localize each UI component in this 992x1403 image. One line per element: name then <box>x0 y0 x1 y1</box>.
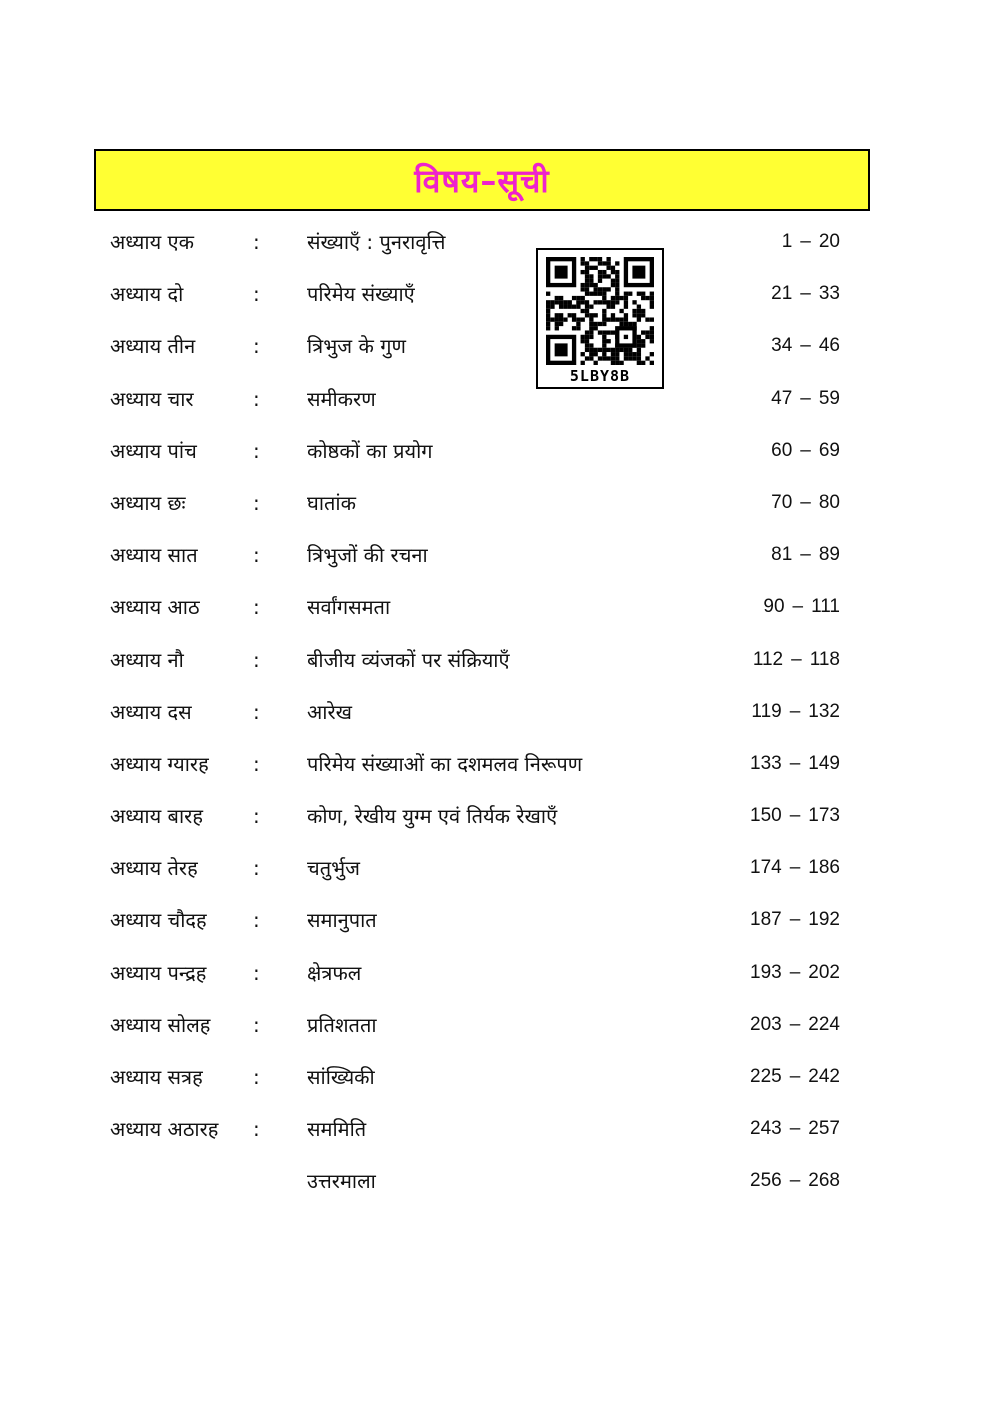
chapter-topic: घातांक <box>307 490 356 515</box>
toc-row <box>110 1109 840 1161</box>
chapter-label: अध्याय सात <box>110 543 198 568</box>
page-start: 187 <box>750 909 782 931</box>
chapter-label: अध्याय दो <box>110 282 184 307</box>
page-start: 174 <box>750 857 782 879</box>
page-range <box>750 1109 840 1149</box>
toc-row <box>110 692 840 744</box>
chapter-topic: परिमेय संख्याएँ <box>307 282 415 307</box>
range-dash: – <box>789 961 801 983</box>
range-dash: – <box>800 335 811 357</box>
toc-row <box>110 587 840 639</box>
page-range <box>750 796 840 836</box>
page-end: 46 <box>818 335 840 357</box>
range-dash: – <box>789 1066 801 1087</box>
chapter-label: अध्याय पन्द्रह <box>110 960 207 985</box>
separator: : <box>253 751 260 776</box>
range-dash: – <box>800 544 811 566</box>
page-range <box>750 848 840 888</box>
separator: : <box>253 282 260 307</box>
page-range <box>771 326 840 366</box>
range-dash: – <box>789 1118 801 1140</box>
chapter-topic: संख्याएँ : पुनरावृत्ति <box>307 230 446 254</box>
page-end: 257 <box>808 1118 840 1140</box>
page-range <box>751 692 840 732</box>
separator: : <box>253 1012 260 1037</box>
separator: : <box>253 1065 260 1089</box>
range-dash: – <box>789 909 801 931</box>
page-start: 112 <box>752 648 784 670</box>
page-end: 224 <box>808 1013 840 1035</box>
toc-row <box>110 1057 840 1109</box>
separator: : <box>253 1117 260 1142</box>
chapter-topic: सममिति <box>307 1117 367 1142</box>
page-start: 133 <box>750 752 782 774</box>
page-start: 34 <box>771 335 793 357</box>
toc-row <box>110 1161 840 1213</box>
range-dash: – <box>800 231 811 252</box>
toc-row <box>110 640 840 692</box>
page-range <box>750 1057 840 1097</box>
page-end: 33 <box>818 283 840 305</box>
chapter-topic: कोण, रेखीय युग्म एवं तिर्यक रेखाएँ <box>307 804 558 829</box>
page-start: 81 <box>771 544 793 566</box>
page-range <box>771 379 840 419</box>
page-range <box>771 274 840 314</box>
page-range <box>750 900 840 940</box>
page-start: 193 <box>750 961 782 983</box>
page-end: 89 <box>818 544 840 566</box>
table-of-contents <box>110 222 840 1214</box>
chapter-topic: उत्तरमाला <box>307 1169 376 1194</box>
range-dash: – <box>792 596 804 618</box>
page-range <box>771 431 840 471</box>
chapter-label: अध्याय चौदह <box>110 908 207 933</box>
chapter-label: अध्याय तेरह <box>110 856 198 881</box>
toc-row <box>110 326 840 378</box>
page-end: 149 <box>808 752 840 774</box>
page-end: 202 <box>808 961 840 983</box>
page-end: 80 <box>818 491 840 513</box>
toc-row <box>110 848 840 900</box>
toc-row <box>110 900 840 952</box>
chapter-topic: आरेख <box>307 699 352 724</box>
toc-row <box>110 535 840 587</box>
chapter-topic: परिमेय संख्याओं का दशमलव निरूपण <box>307 751 583 776</box>
chapter-label: अध्याय नौ <box>110 647 184 672</box>
separator: : <box>253 699 260 724</box>
chapter-topic: प्रतिशतता <box>307 1012 377 1037</box>
range-dash: – <box>789 700 801 722</box>
page-end: 173 <box>808 805 840 827</box>
page-start: 47 <box>771 387 793 409</box>
chapter-label: अध्याय दस <box>110 699 192 724</box>
chapter-topic: कोष्ठकों का प्रयोग <box>307 438 433 463</box>
chapter-label: अध्याय एक <box>110 230 194 254</box>
toc-row <box>110 431 840 483</box>
range-dash: – <box>800 283 811 305</box>
chapter-label: अध्याय अठारह <box>110 1117 219 1142</box>
chapter-topic: त्रिभुज के गुण <box>307 334 406 359</box>
page-end: 69 <box>818 439 840 461</box>
page-end: 20 <box>818 231 840 252</box>
range-dash: – <box>791 648 802 670</box>
separator: : <box>253 804 260 829</box>
range-dash: – <box>800 439 811 461</box>
page-start: 150 <box>750 805 782 827</box>
separator: : <box>253 960 260 985</box>
separator: : <box>253 856 260 881</box>
page-range <box>750 953 840 993</box>
range-dash: – <box>789 857 801 879</box>
chapter-topic: चतुर्भुज <box>307 856 360 881</box>
chapter-label: अध्याय चार <box>110 386 194 411</box>
page-title: विषय–सूची <box>414 161 550 200</box>
qr-code-icon <box>546 257 654 365</box>
chapter-label: अध्याय आठ <box>110 595 200 620</box>
separator: : <box>253 543 260 568</box>
separator: : <box>253 647 260 672</box>
page-start: 256 <box>750 1170 782 1192</box>
page-start: 203 <box>750 1013 782 1035</box>
separator: : <box>253 334 260 359</box>
page-start: 225 <box>750 1066 782 1087</box>
chapter-topic: समीकरण <box>307 386 376 411</box>
page-start: 1 <box>781 231 793 252</box>
page-range <box>771 483 840 523</box>
chapter-topic: त्रिभुजों की रचना <box>307 543 428 568</box>
page-start: 119 <box>751 700 782 722</box>
toc-row <box>110 1005 840 1057</box>
toc-row <box>110 379 840 431</box>
separator: : <box>253 438 260 463</box>
range-dash: – <box>789 1170 801 1192</box>
page-range <box>750 744 840 784</box>
range-dash: – <box>800 491 811 513</box>
chapter-label: अध्याय छः <box>110 490 186 515</box>
chapter-label: अध्याय सत्रह <box>110 1065 203 1089</box>
toc-row <box>110 796 840 848</box>
page-start: 90 <box>763 596 785 618</box>
chapter-label: अध्याय तीन <box>110 334 196 359</box>
page-start: 70 <box>771 491 793 513</box>
toc-row <box>110 222 840 274</box>
page-end: 268 <box>808 1170 840 1192</box>
chapter-topic: क्षेत्रफल <box>307 960 362 985</box>
chapter-topic: सर्वांगसमता <box>307 595 391 620</box>
chapter-topic: बीजीय व्यंजकों पर संक्रियाएँ <box>307 647 510 672</box>
page-end: 111 <box>811 596 840 618</box>
chapter-label: अध्याय पांच <box>110 438 197 463</box>
page-start: 21 <box>771 283 793 305</box>
separator: : <box>253 595 260 620</box>
page-end: 118 <box>809 648 840 670</box>
toc-row <box>110 274 840 326</box>
page-end: 132 <box>808 700 840 722</box>
page-range <box>753 640 840 680</box>
page-range <box>782 222 840 262</box>
title-banner <box>94 149 870 211</box>
page-end: 186 <box>808 857 840 879</box>
separator: : <box>253 490 260 515</box>
separator: : <box>253 386 260 411</box>
page-end: 242 <box>808 1066 840 1087</box>
range-dash: – <box>789 805 801 827</box>
page-end: 192 <box>808 909 840 931</box>
qr-code-label: 5LBY8B <box>569 367 631 385</box>
chapter-topic: समानुपात <box>307 908 377 933</box>
page-start: 60 <box>771 439 793 461</box>
chapter-label: अध्याय सोलह <box>110 1012 211 1037</box>
qr-code <box>536 248 664 389</box>
page-range <box>771 535 840 575</box>
chapter-label: अध्याय बारह <box>110 804 203 829</box>
toc-row <box>110 744 840 796</box>
toc-row <box>110 953 840 1005</box>
chapter-label: अध्याय ग्यारह <box>110 751 209 776</box>
separator: : <box>253 908 260 933</box>
page-start: 243 <box>750 1118 782 1140</box>
range-dash: – <box>789 752 801 774</box>
separator: : <box>253 230 260 254</box>
toc-row <box>110 483 840 535</box>
page-range <box>750 1005 840 1045</box>
page-range <box>750 1161 840 1201</box>
page-end: 59 <box>818 387 840 409</box>
range-dash: – <box>789 1013 801 1035</box>
page-range <box>763 587 840 627</box>
range-dash: – <box>800 387 811 409</box>
chapter-topic: सांख्यिकी <box>307 1065 375 1089</box>
